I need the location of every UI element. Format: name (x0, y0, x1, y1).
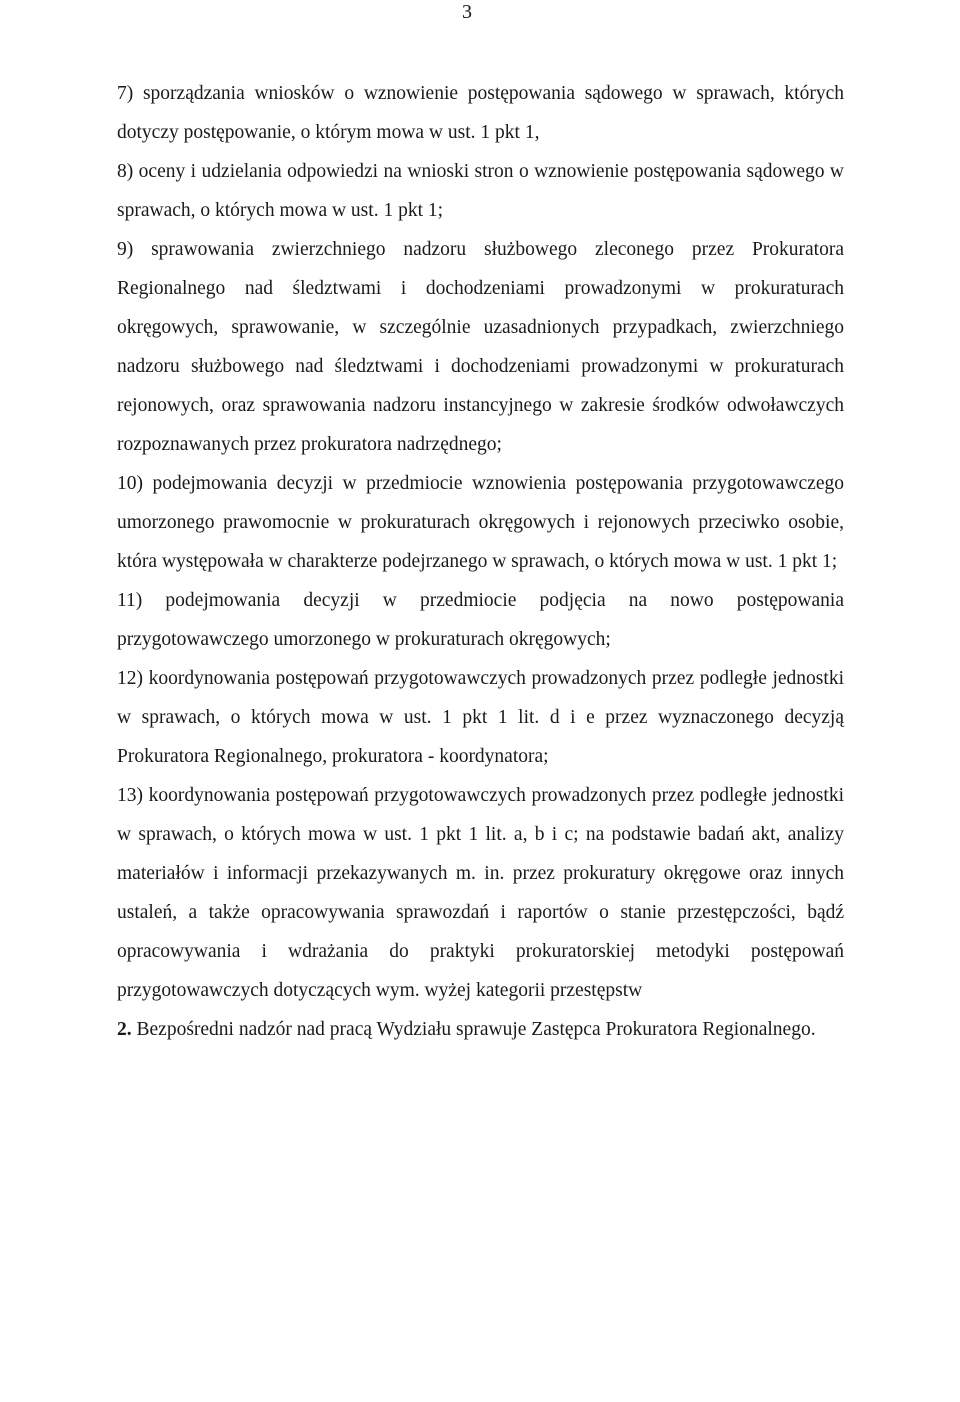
list-item-7: 7) sporządzania wniosków o wznowienie postępowania sądowego w sprawach, których dotyczy postępowanie, o którym mowa w ust. 1 pkt 1, (117, 83, 844, 143)
section-2-text: Bezpośredni nadzór nad pracą Wydziału sprawuje Zastępca Prokuratora Regionalnego. (131, 1019, 816, 1040)
list-item-12: 12) koordynowania postępowań przygotowawczych prowadzonych przez podległe jednostki w sprawach, o których mowa w ust. 1 pkt 1 lit. d i e przez wyznaczonego decyzją Prokuratora Regionalnego, prokuratora - koordynatora; (117, 668, 844, 767)
page-number: 3 (462, 1, 472, 23)
list-item-8: 8) oceny i udzielania odpowiedzi na wnioski stron o wznowienie postępowania sądowego w sprawach, o których mowa w ust. 1 pkt 1; (117, 161, 844, 221)
list-item-11: 11) podejmowania decyzji w przedmiocie podjęcia na nowo postępowania przygotowawczego umorzonego w prokuraturach okręgowych; (117, 590, 844, 650)
document-body (117, 74, 844, 1049)
list-item-9: 9) sprawowania zwierzchniego nadzoru służbowego zleconego przez Prokuratora Regionalnego nad śledztwami i dochodzeniami prowadzonymi w prokuraturach okręgowych, sprawowanie, w szczególnie uzasadnionych przypadkach, zwierzchniego nadzoru służbowego nad śledztwami i dochodzeniami prowadzonymi w prokuraturach rejonowych, oraz sprawowania nadzoru instancyjnego w zakresie środków odwoławczych rozpoznawanych przez prokuratora nadrzędnego; (117, 239, 844, 455)
section-2-paragraph (117, 1010, 844, 1049)
list-item-13: 13) koordynowania postępowań przygotowawczych prowadzonych przez podległe jednostki w sprawach, o których mowa w ust. 1 pkt 1 lit. a, b i c; na podstawie badań akt, analizy materiałów i informacji przekazywanych m. in. przez prokuratury okręgowe oraz innych ustaleń, a także opracowywania sprawozdań i raportów o stanie przestępczości, bądź opracowywania i wdrażania do praktyki prokuratorskiej metodyki postępowań przygotowawczych dotyczących wym. wyżej kategorii przestępstw (117, 785, 844, 1001)
section-2-number: 2. (117, 1019, 132, 1040)
list-item-10: 10) podejmowania decyzji w przedmiocie wznowienia postępowania przygotowawczego umorzonego prawomocnie w prokuraturach okręgowych i rejonowych przeciwko osobie, która występowała w charakterze podejrzanego w sprawach, o których mowa w ust. 1 pkt 1; (117, 473, 844, 572)
